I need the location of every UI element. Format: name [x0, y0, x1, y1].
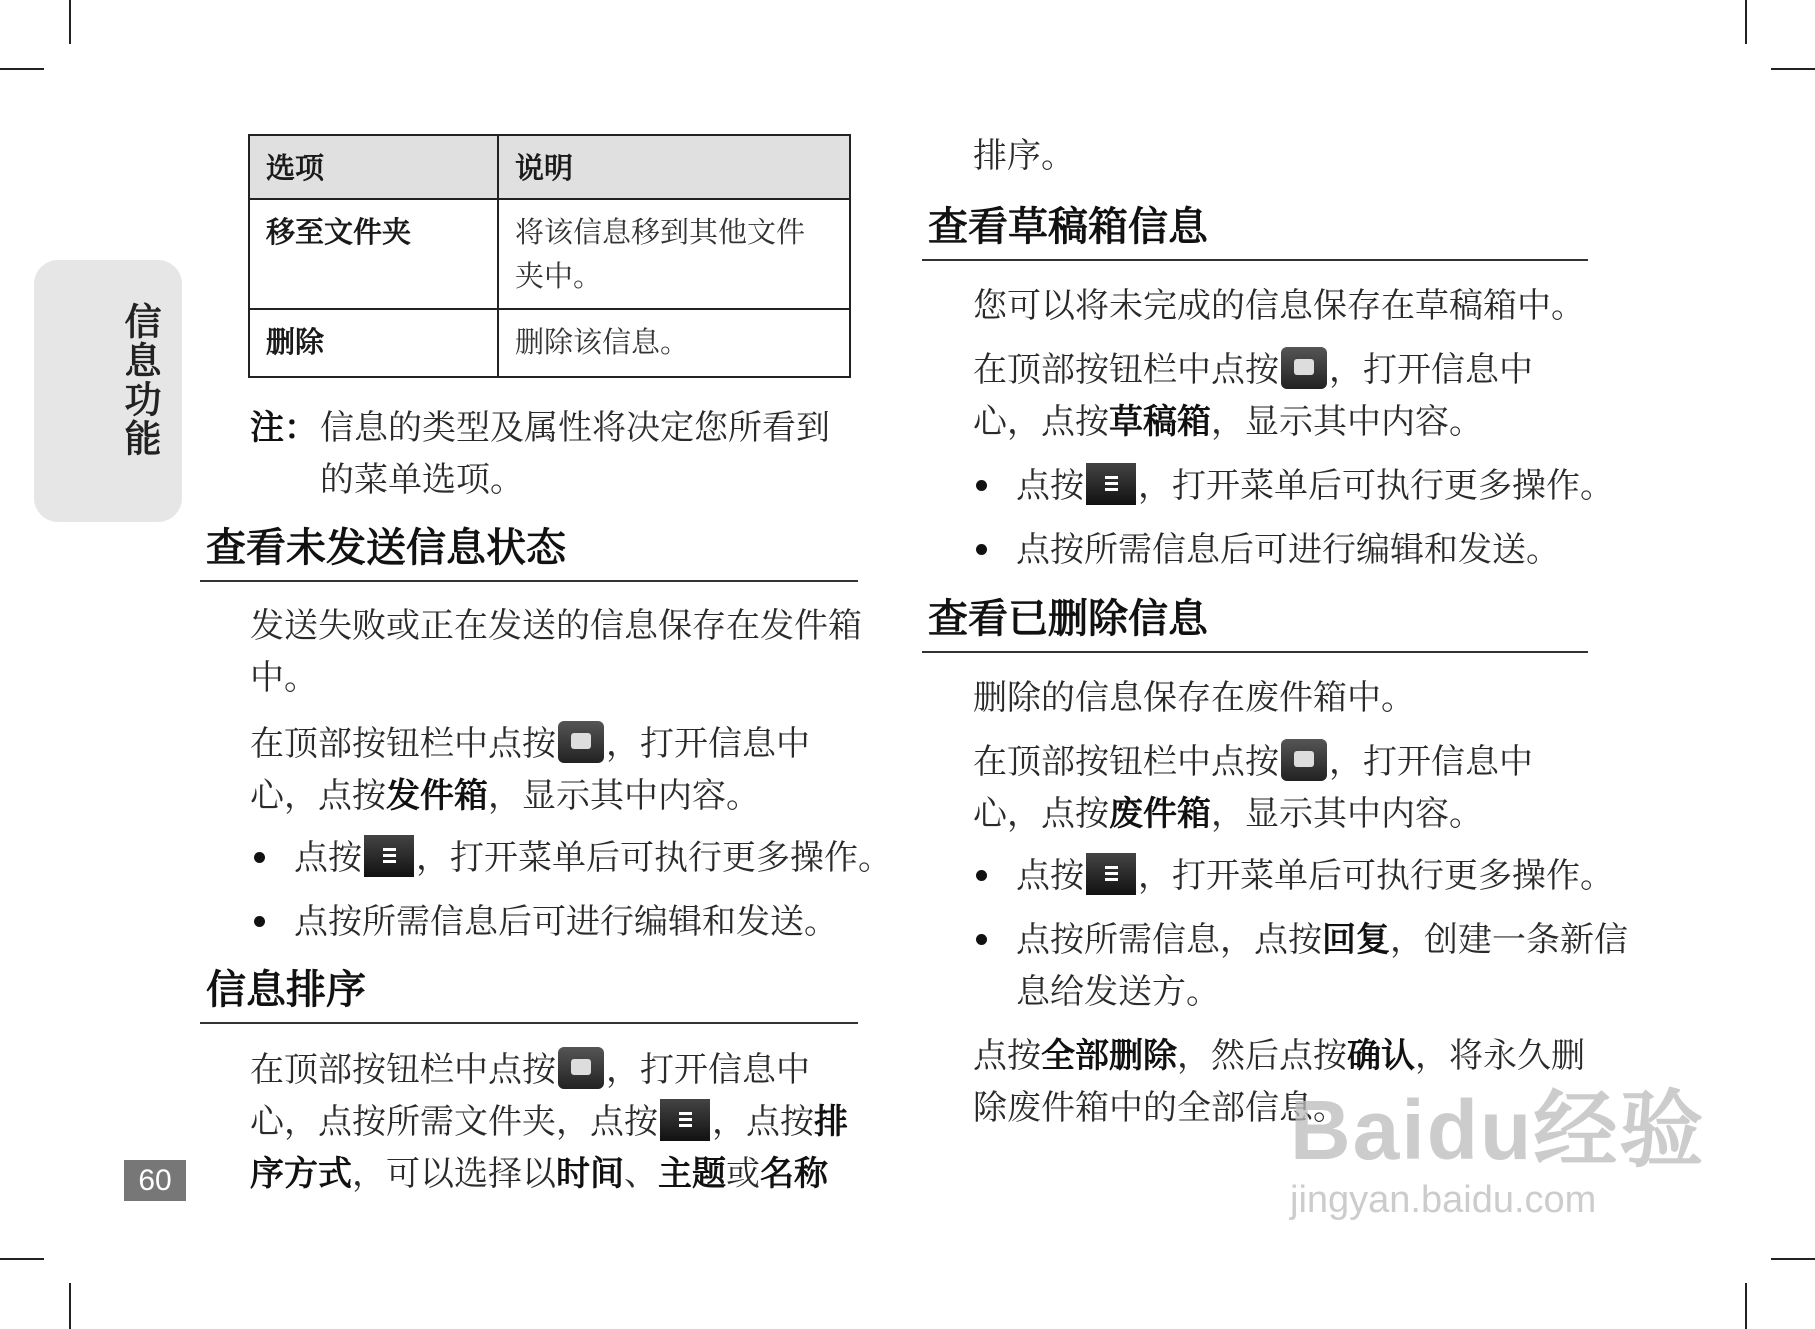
message-center-icon: [558, 1047, 604, 1089]
reply-label: 回复: [1322, 920, 1390, 960]
watermark-logo-text: Baidu经验: [1290, 1083, 1706, 1177]
crop-mark: [69, 0, 71, 44]
drafts-bullet-menu: [976, 460, 1636, 512]
sort-text-f: 或: [726, 1154, 760, 1194]
confirm-label: 确认: [1347, 1036, 1415, 1076]
section-heading-drafts: 查看草稿箱信息: [922, 203, 1588, 261]
page-number: 60: [124, 1160, 186, 1201]
table-header-row: [249, 135, 850, 199]
table-cell-option: 移至文件夹: [249, 199, 498, 309]
chapter-side-tab-label: 信息功能: [118, 302, 161, 458]
bullet-text-b: ，打开菜单后可执行更多操作。: [1138, 466, 1614, 506]
message-center-icon: [1281, 739, 1327, 781]
note-text: 信息的类型及属性将决定您所看到的菜单选项。: [320, 408, 830, 500]
drafts-intro: 您可以将未完成的信息保存在草稿箱中。: [973, 286, 1585, 326]
delete-all-text-a: 点按: [973, 1036, 1041, 1076]
section-heading-deleted: 查看已删除信息: [922, 595, 1588, 653]
bullet-dot-icon: [976, 480, 987, 491]
bullet-text-b: ，打开菜单后可执行更多操作。: [1138, 856, 1614, 896]
menu-icon: [1086, 853, 1136, 895]
sort-name-label: 名称: [760, 1154, 828, 1194]
drafts-paragraph-text-c: ，显示其中内容。: [1211, 402, 1483, 442]
sort-text-e: 、: [624, 1154, 658, 1194]
bullet-text-a: 点按: [1016, 466, 1084, 506]
crop-mark: [0, 1258, 44, 1260]
unsent-paragraph-text-c: ，显示其中内容。: [488, 776, 760, 816]
table-cell-desc: 删除该信息。: [498, 309, 850, 377]
table-cell-desc: 将该信息移到其他文件夹中。: [498, 199, 850, 309]
crop-mark: [69, 1283, 71, 1329]
note: [250, 402, 862, 506]
deleted-paragraph-text-b: ，打开信息中心，点按: [973, 742, 1533, 834]
deleted-paragraph-text-a: 在顶部按钮栏中点按: [973, 742, 1279, 782]
note-label: 注：: [250, 408, 318, 448]
drafts-paragraph-text-b: ，打开信息中心，点按: [973, 350, 1533, 442]
section-heading-unsent: 查看未发送信息状态: [200, 524, 858, 582]
watermark-url: jingyan.baidu.com: [1290, 1179, 1597, 1221]
unsent-paragraph: [250, 718, 862, 822]
sort-text-b: ，打开信息中心，点按所需文件夹，点按: [250, 1050, 810, 1142]
table-row: [249, 309, 850, 377]
baidu-watermark: [1290, 1085, 1710, 1265]
sort-paragraph-continued: 排序。: [973, 136, 1075, 176]
deleted-bullet-reply: [976, 914, 1636, 1018]
delete-all-text-b: ，然后点按: [1177, 1036, 1347, 1076]
bullet-dot-icon: [254, 852, 265, 863]
bullet-text-a: 点按: [1016, 856, 1084, 896]
sort-paragraph: [250, 1044, 862, 1200]
sort-text-d: ，可以选择以: [352, 1154, 556, 1194]
crop-mark: [1745, 1283, 1747, 1329]
section-heading-sort: 信息排序: [200, 966, 858, 1024]
menu-icon: [1086, 463, 1136, 505]
unsent-paragraph-text-a: 在顶部按钮栏中点按: [250, 724, 556, 764]
table-row: [249, 199, 850, 309]
bullet-dot-icon: [976, 934, 987, 945]
menu-icon: [660, 1099, 710, 1141]
deleted-paragraph: [973, 736, 1593, 840]
drafts-paragraph-text-a: 在顶部按钮栏中点按: [973, 350, 1279, 390]
crop-mark: [1745, 0, 1747, 44]
table-header-desc: 说明: [498, 135, 850, 199]
sort-subject-label: 主题: [658, 1154, 726, 1194]
bullet-text-b: ，打开菜单后可执行更多操作。: [416, 838, 892, 878]
drafts-paragraph: [973, 344, 1593, 448]
deleted-bullet-menu: [976, 850, 1636, 902]
options-table: [248, 134, 851, 378]
drafts-bullet-edit: 点按所需信息后可进行编辑和发送。: [1016, 530, 1560, 570]
outbox-label: 发件箱: [386, 776, 488, 816]
table-cell-option: 删除: [249, 309, 498, 377]
crop-mark: [1771, 1258, 1815, 1260]
sort-mode-label: 排序方式: [250, 1102, 848, 1194]
delete-all-label: 全部删除: [1041, 1036, 1177, 1076]
message-center-icon: [558, 721, 604, 763]
unsent-bullet-edit: 点按所需信息后可进行编辑和发送。: [294, 902, 838, 942]
sort-time-label: 时间: [556, 1154, 624, 1194]
bullet-text-a: 点按: [294, 838, 362, 878]
bullet-dot-icon: [976, 870, 987, 881]
deleted-intro: 删除的信息保存在废件箱中。: [973, 678, 1415, 718]
trash-label: 废件箱: [1109, 794, 1211, 834]
deleted-paragraph-text-c: ，显示其中内容。: [1211, 794, 1483, 834]
bullet-text-a: 点按所需信息，点按: [1016, 920, 1322, 960]
bullet-dot-icon: [254, 916, 265, 927]
sort-text-a: 在顶部按钮栏中点按: [250, 1050, 556, 1090]
drafts-label: 草稿箱: [1109, 402, 1211, 442]
unsent-intro: 发送失败或正在发送的信息保存在发件箱中。: [250, 606, 862, 698]
unsent-paragraph-text-b: ，打开信息中心，点按: [250, 724, 810, 816]
message-center-icon: [1281, 347, 1327, 389]
delete-all-text-c: ，将永久删除废件箱中的全部信息。: [973, 1036, 1585, 1128]
bullet-text-b: ，创建一条新信息给发送方。: [1016, 920, 1628, 1012]
menu-icon: [364, 835, 414, 877]
sort-text-c: ，点按: [712, 1102, 814, 1142]
unsent-bullet-menu: [254, 832, 906, 884]
bullet-dot-icon: [976, 544, 987, 555]
crop-mark: [1771, 68, 1815, 70]
table-header-option: 选项: [249, 135, 498, 199]
crop-mark: [0, 68, 44, 70]
